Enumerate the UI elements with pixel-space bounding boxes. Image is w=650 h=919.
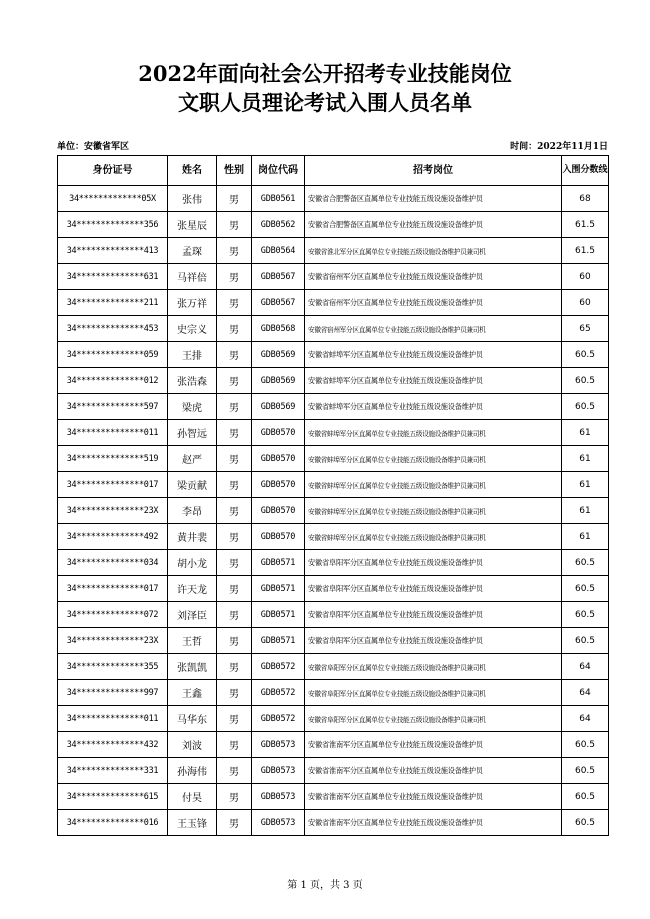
cell-gender: 男: [217, 420, 252, 446]
table-row: [58, 784, 609, 810]
cell-score: 64: [562, 680, 609, 706]
table-row: [58, 264, 609, 290]
cell-name: 孙智远: [168, 420, 217, 446]
cell-score: 60.5: [562, 550, 609, 576]
cell-name: 孟琛: [168, 238, 217, 264]
cell-code: GDB0561: [252, 186, 305, 212]
table-row: [58, 342, 609, 368]
cell-post: 安徽省阜阳军分区直属单位专业技能五级设施设备维护员兼司机: [305, 680, 562, 706]
cell-gender: 男: [217, 316, 252, 342]
column-header-name: 姓名: [168, 156, 217, 186]
cell-score: 61: [562, 420, 609, 446]
cell-gender: 男: [217, 212, 252, 238]
table-row: [58, 706, 609, 732]
cell-post: 安徽省宿州军分区直属单位专业技能五级设施设备维护员: [305, 264, 562, 290]
cell-name: 张万祥: [168, 290, 217, 316]
cell-name: 王哲: [168, 628, 217, 654]
table-row: [58, 238, 609, 264]
cell-post: 安徽省宿州军分区直属单位专业技能五级设施设备维护员兼司机: [305, 316, 562, 342]
cell-score: 60.5: [562, 342, 609, 368]
cell-score: 60.5: [562, 394, 609, 420]
cell-score: 61.5: [562, 212, 609, 238]
cell-score: 60.5: [562, 602, 609, 628]
cell-id: 34**************011: [58, 420, 168, 446]
cell-id: 34**************432: [58, 732, 168, 758]
cell-code: GDB0564: [252, 238, 305, 264]
cell-id: 34**************615: [58, 784, 168, 810]
cell-name: 王排: [168, 342, 217, 368]
cell-id: 34**************997: [58, 680, 168, 706]
candidate-table: [57, 155, 609, 836]
cell-score: 61: [562, 524, 609, 550]
cell-code: GDB0570: [252, 446, 305, 472]
cell-score: 60.5: [562, 810, 609, 836]
cell-id: 34**************012: [58, 368, 168, 394]
cell-post: 安徽省阜阳军分区直属单位专业技能五级设施设备维护员: [305, 576, 562, 602]
cell-gender: 男: [217, 654, 252, 680]
cell-name: 梁贡献: [168, 472, 217, 498]
cell-code: GDB0569: [252, 342, 305, 368]
cell-name: 付昊: [168, 784, 217, 810]
page-title-line-1: 2022年面向社会公开招考专业技能岗位: [138, 61, 512, 86]
cell-id: 34**************23X: [58, 498, 168, 524]
cell-score: 60: [562, 264, 609, 290]
cell-post: 安徽省阜阳军分区直属单位专业技能五级设施设备维护员兼司机: [305, 706, 562, 732]
column-header-gender: 性别: [217, 156, 252, 186]
cell-id: 34**************017: [58, 472, 168, 498]
cell-code: GDB0567: [252, 290, 305, 316]
table-row: [58, 472, 609, 498]
cell-gender: 男: [217, 472, 252, 498]
cell-score: 65: [562, 316, 609, 342]
cell-post: 安徽省蚌埠军分区直属单位专业技能五级设施设备维护员兼司机: [305, 472, 562, 498]
cell-name: 史宗义: [168, 316, 217, 342]
cell-gender: 男: [217, 290, 252, 316]
cell-name: 刘泽臣: [168, 602, 217, 628]
cell-name: 孙海伟: [168, 758, 217, 784]
cell-post: 安徽省蚌埠军分区直属单位专业技能五级设施设备维护员兼司机: [305, 420, 562, 446]
cell-score: 61: [562, 472, 609, 498]
cell-id: 34**************453: [58, 316, 168, 342]
cell-post: 安徽省淮南军分区直属单位专业技能五级设施设备维护员: [305, 784, 562, 810]
cell-name: 李昂: [168, 498, 217, 524]
cell-code: GDB0570: [252, 524, 305, 550]
cell-score: 60: [562, 290, 609, 316]
cell-id: 34**************519: [58, 446, 168, 472]
table-row: [58, 368, 609, 394]
cell-id: 34**************355: [58, 654, 168, 680]
cell-code: GDB0572: [252, 654, 305, 680]
cell-score: 64: [562, 706, 609, 732]
cell-post: 安徽省淮北军分区直属单位专业技能五级设施设备维护员兼司机: [305, 238, 562, 264]
cell-code: GDB0568: [252, 316, 305, 342]
table-row: [58, 810, 609, 836]
cell-gender: 男: [217, 706, 252, 732]
cell-code: GDB0572: [252, 680, 305, 706]
cell-id: 34**************356: [58, 212, 168, 238]
table-header-row: [58, 156, 609, 186]
cell-name: 许天龙: [168, 576, 217, 602]
unit-label: 单位：安徽省军区: [57, 142, 130, 152]
table-row: [58, 498, 609, 524]
cell-score: 60.5: [562, 732, 609, 758]
cell-score: 61.5: [562, 238, 609, 264]
cell-id: 34**************211: [58, 290, 168, 316]
cell-gender: 男: [217, 628, 252, 654]
table-row: [58, 394, 609, 420]
cell-name: 张凯凯: [168, 654, 217, 680]
cell-gender: 男: [217, 758, 252, 784]
cell-post: 安徽省蚌埠军分区直属单位专业技能五级设施设备维护员: [305, 342, 562, 368]
cell-score: 60.5: [562, 628, 609, 654]
table-row: [58, 758, 609, 784]
table-row: [58, 550, 609, 576]
cell-post: 安徽省蚌埠军分区直属单位专业技能五级设施设备维护员: [305, 394, 562, 420]
cell-post: 安徽省宿州军分区直属单位专业技能五级设施设备维护员: [305, 290, 562, 316]
table-row: [58, 212, 609, 238]
cell-code: GDB0572: [252, 706, 305, 732]
table-body: [58, 186, 609, 836]
cell-id: 34**************492: [58, 524, 168, 550]
cell-post: 安徽省阜阳军分区直属单位专业技能五级设施设备维护员: [305, 550, 562, 576]
cell-gender: 男: [217, 186, 252, 212]
cell-score: 60.5: [562, 576, 609, 602]
table-row: [58, 186, 609, 212]
column-header-id: 身份证号: [58, 156, 168, 186]
cell-code: GDB0571: [252, 602, 305, 628]
cell-id: 34**************017: [58, 576, 168, 602]
cell-id: 34**************059: [58, 342, 168, 368]
cell-post: 安徽省蚌埠军分区直属单位专业技能五级设施设备维护员兼司机: [305, 498, 562, 524]
column-header-code: 岗位代码: [252, 156, 305, 186]
column-header-score: 入围分数线: [562, 156, 609, 186]
cell-code: GDB0573: [252, 758, 305, 784]
table-row: [58, 654, 609, 680]
cell-name: 胡小龙: [168, 550, 217, 576]
cell-post: 安徽省合肥警备区直属单位专业技能五级设施设备维护员: [305, 212, 562, 238]
cell-id: 34**************597: [58, 394, 168, 420]
cell-id: 34*************05X: [58, 186, 168, 212]
column-header-post: 招考岗位: [305, 156, 562, 186]
table-row: [58, 576, 609, 602]
cell-code: GDB0567: [252, 264, 305, 290]
cell-post: 安徽省淮南军分区直属单位专业技能五级设施设备维护员: [305, 732, 562, 758]
cell-post: 安徽省合肥警备区直属单位专业技能五级设施设备维护员: [305, 186, 562, 212]
cell-id: 34**************034: [58, 550, 168, 576]
table-row: [58, 732, 609, 758]
table-row: [58, 524, 609, 550]
table-row: [58, 602, 609, 628]
cell-gender: 男: [217, 576, 252, 602]
page-number: 第 1 页，共 3 页: [287, 880, 363, 891]
cell-post: 安徽省淮南军分区直属单位专业技能五级设施设备维护员: [305, 758, 562, 784]
table-row: [58, 628, 609, 654]
cell-code: GDB0569: [252, 368, 305, 394]
cell-score: 61: [562, 498, 609, 524]
cell-name: 马华东: [168, 706, 217, 732]
cell-name: 王鑫: [168, 680, 217, 706]
cell-post: 安徽省阜阳军分区直属单位专业技能五级设施设备维护员兼司机: [305, 654, 562, 680]
cell-gender: 男: [217, 732, 252, 758]
cell-gender: 男: [217, 264, 252, 290]
cell-post: 安徽省淮南军分区直属单位专业技能五级设施设备维护员: [305, 810, 562, 836]
cell-code: GDB0573: [252, 732, 305, 758]
table-row: [58, 446, 609, 472]
cell-score: 60.5: [562, 758, 609, 784]
cell-gender: 男: [217, 602, 252, 628]
cell-gender: 男: [217, 810, 252, 836]
cell-gender: 男: [217, 550, 252, 576]
cell-post: 安徽省蚌埠军分区直属单位专业技能五级设施设备维护员兼司机: [305, 446, 562, 472]
cell-score: 60.5: [562, 368, 609, 394]
cell-gender: 男: [217, 680, 252, 706]
cell-score: 60.5: [562, 784, 609, 810]
cell-id: 34**************016: [58, 810, 168, 836]
table-row: [58, 316, 609, 342]
cell-post: 安徽省阜阳军分区直属单位专业技能五级设施设备维护员: [305, 628, 562, 654]
cell-score: 68: [562, 186, 609, 212]
cell-code: GDB0562: [252, 212, 305, 238]
cell-code: GDB0570: [252, 498, 305, 524]
cell-name: 王玉锋: [168, 810, 217, 836]
cell-score: 64: [562, 654, 609, 680]
cell-gender: 男: [217, 446, 252, 472]
cell-id: 34**************23X: [58, 628, 168, 654]
table-row: [58, 290, 609, 316]
cell-gender: 男: [217, 368, 252, 394]
cell-gender: 男: [217, 394, 252, 420]
table-row: [58, 680, 609, 706]
cell-name: 赵严: [168, 446, 217, 472]
page-title-line-2: 文职人员理论考试入围人员名单: [178, 90, 472, 115]
cell-gender: 男: [217, 342, 252, 368]
cell-id: 34**************413: [58, 238, 168, 264]
cell-code: GDB0571: [252, 628, 305, 654]
cell-post: 安徽省蚌埠军分区直属单位专业技能五级设施设备维护员: [305, 368, 562, 394]
cell-gender: 男: [217, 238, 252, 264]
cell-gender: 男: [217, 524, 252, 550]
cell-score: 61: [562, 446, 609, 472]
table-row: [58, 420, 609, 446]
cell-name: 黄井裴: [168, 524, 217, 550]
cell-code: GDB0573: [252, 784, 305, 810]
cell-id: 34**************072: [58, 602, 168, 628]
date-label: 时间：2022年11月1日: [510, 142, 608, 152]
cell-id: 34**************331: [58, 758, 168, 784]
cell-id: 34**************631: [58, 264, 168, 290]
cell-code: GDB0571: [252, 550, 305, 576]
cell-name: 张伟: [168, 186, 217, 212]
cell-name: 张星辰: [168, 212, 217, 238]
cell-post: 安徽省蚌埠军分区直属单位专业技能五级设施设备维护员兼司机: [305, 524, 562, 550]
cell-code: GDB0573: [252, 810, 305, 836]
cell-name: 马祥倍: [168, 264, 217, 290]
cell-code: GDB0569: [252, 394, 305, 420]
cell-post: 安徽省阜阳军分区直属单位专业技能五级设施设备维护员: [305, 602, 562, 628]
cell-id: 34**************011: [58, 706, 168, 732]
cell-name: 刘波: [168, 732, 217, 758]
cell-code: GDB0570: [252, 420, 305, 446]
cell-code: GDB0570: [252, 472, 305, 498]
cell-gender: 男: [217, 498, 252, 524]
cell-name: 张浩森: [168, 368, 217, 394]
cell-name: 梁虎: [168, 394, 217, 420]
cell-code: GDB0571: [252, 576, 305, 602]
cell-gender: 男: [217, 784, 252, 810]
